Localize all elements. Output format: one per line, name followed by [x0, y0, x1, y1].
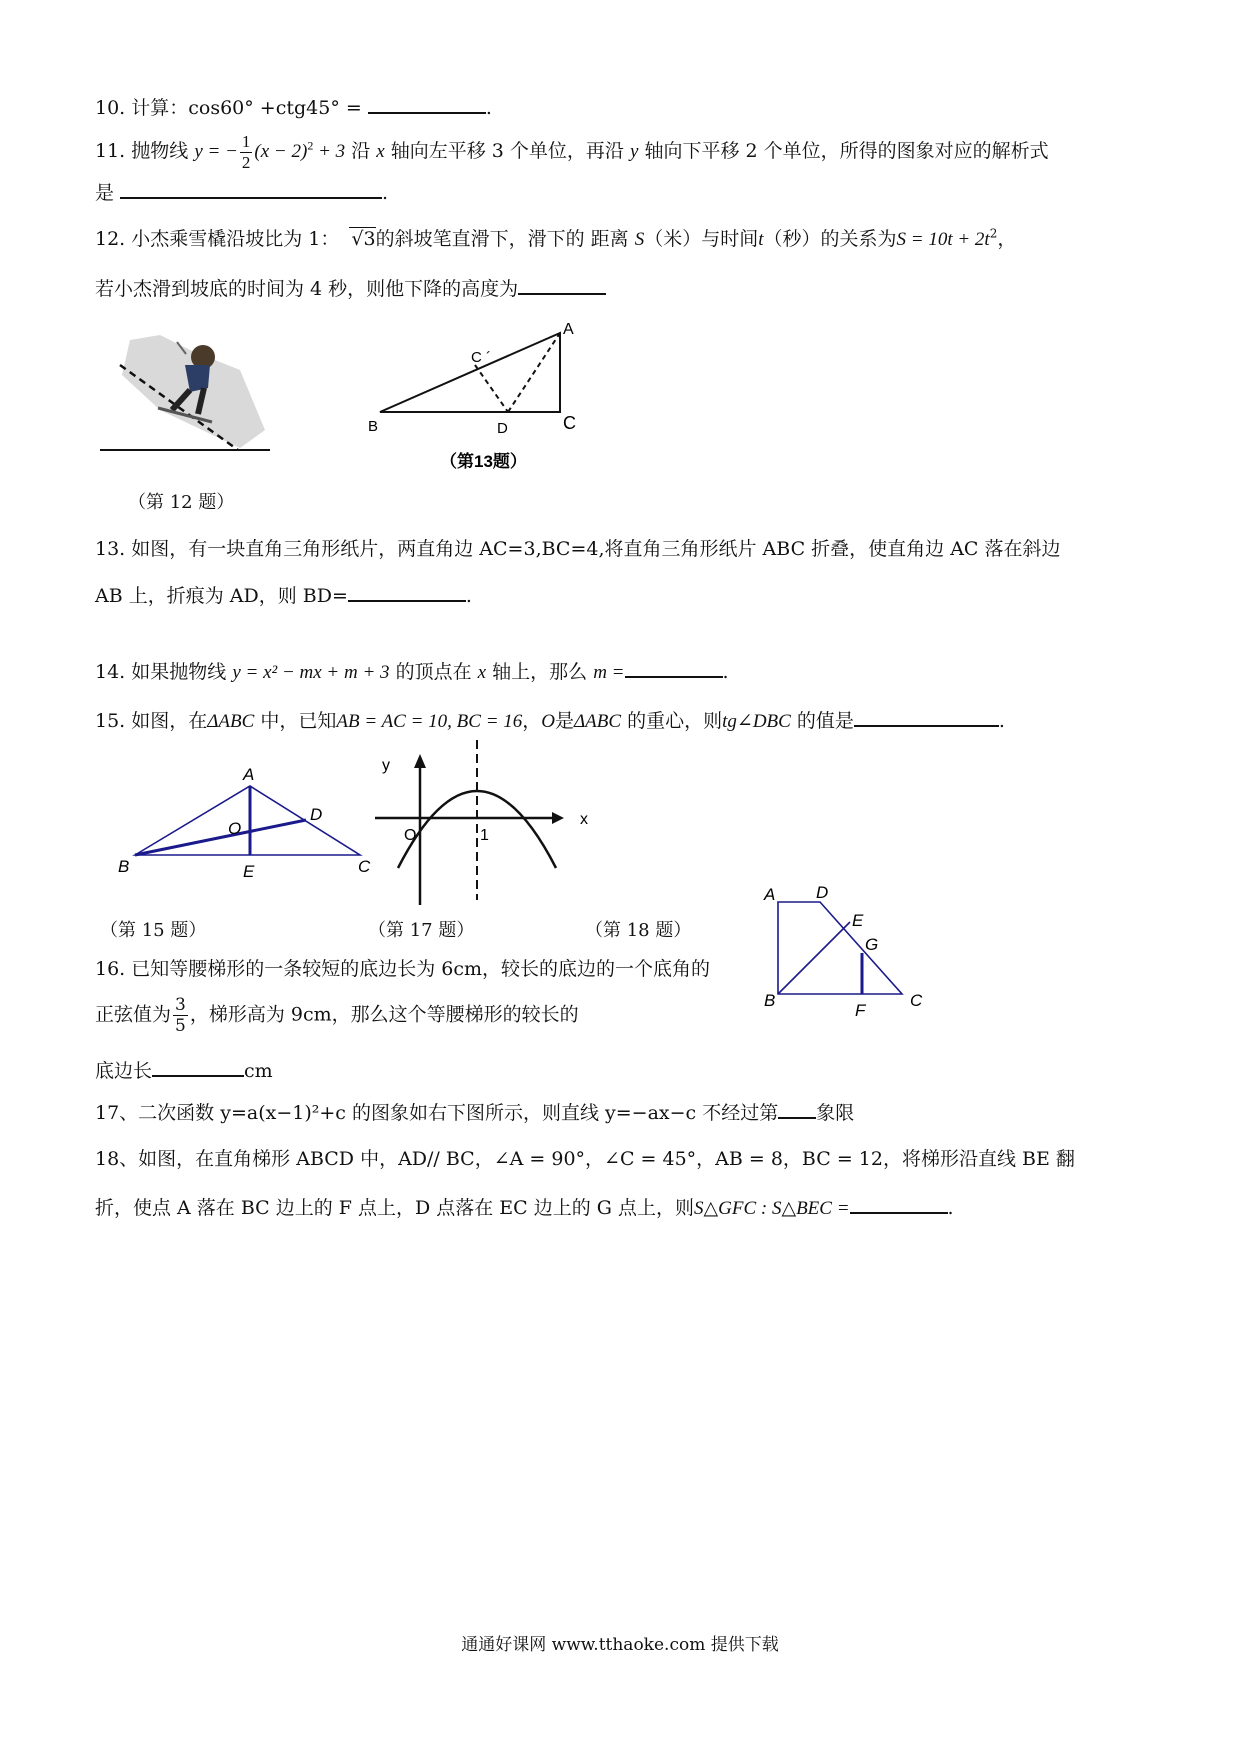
q12-prefix: 12. 小杰乘雪橇沿坡比为 1： [95, 228, 340, 250]
q15-prefix: 15. 如图，在 [95, 710, 208, 732]
q11-text: 轴向左平移 3 个单位，再沿 [390, 139, 624, 162]
fig12-caption: （第 12 题） [128, 492, 235, 513]
question-15 [95, 705, 1005, 733]
q17-text: 17、二次函数 y=a(x−1)²+c 的图象如右下图所示，则直线 y=−ax−c 不经过第 [95, 1102, 779, 1124]
q14-suffix: 轴上，那么 [492, 661, 588, 683]
q12-var-s: S [634, 229, 645, 250]
q16-fraction [173, 995, 188, 1036]
q12-unit2: （秒）的关系为 [763, 228, 897, 250]
q15-end: . [998, 710, 1005, 732]
q10-text: 10. 计算：cos60° +ctg45° = [95, 97, 362, 119]
fig18-caption: （第 18 题） [585, 920, 692, 941]
q12-answer-blank[interactable] [518, 273, 606, 295]
q13-line1: 13. 如图，有一块直角三角形纸片，两直角边 AC=3,BC=4,将直角三角形纸片 ABC 折叠，使直角边 AC 落在斜边 [95, 538, 1061, 560]
question-10 [95, 92, 492, 120]
fig18-label-e: E [852, 911, 864, 930]
fig18-trapezoid [760, 878, 950, 1028]
q14-answer-blank[interactable] [625, 656, 723, 678]
fig17-caption: （第 17 题） [368, 920, 475, 941]
q12-sqrt: √ 3 [351, 228, 376, 250]
fig18-label-a: A [764, 885, 776, 904]
q16-unit: cm [244, 1060, 273, 1082]
q11-prefix: 11. 抛物线 [95, 139, 189, 162]
fold-line-be [778, 922, 850, 994]
fig18-label-d: D [816, 883, 829, 902]
question-17 [95, 1097, 854, 1125]
q16-frac-den: 5 [175, 1016, 186, 1036]
q12-middle: 的斜坡笔直滑下，滑下的 距离 [375, 228, 629, 250]
median-bd [135, 820, 306, 855]
question-11-line2 [95, 177, 388, 205]
q15-var-o: O [541, 711, 556, 732]
fig17-label-o: O [404, 827, 417, 844]
question-18 [95, 1144, 1075, 1171]
triangle-abc [135, 786, 360, 855]
q15-triangle: ΔABC [207, 711, 255, 732]
fig18-label-f: F [855, 1001, 866, 1020]
fig15-label-d: D [310, 805, 323, 824]
q18-end: . [947, 1197, 954, 1219]
q15-suffix: 的值是 [796, 710, 854, 732]
fig18-label-g: G [865, 935, 879, 954]
question-18-line2 [95, 1192, 954, 1220]
q12-var-t: t [758, 229, 764, 250]
q12-unit1: （米）与时间 [644, 228, 759, 250]
q10-answer-blank[interactable] [368, 92, 486, 114]
q16-line2-suffix: ，梯形高为 9cm，那么这个等腰梯形的较长的 [189, 1003, 579, 1026]
question-16-line2 [95, 995, 579, 1036]
fig15-label-c: C [358, 857, 371, 876]
question-14 [95, 656, 729, 684]
q11-formula: y = − $\frac{1}{2}$ $(x - 2)^2 + 3$ [194, 132, 346, 172]
fig15-label-a: A [243, 765, 255, 784]
fig17-parabola-graph [360, 740, 620, 910]
fig15-label-b: B [118, 857, 130, 876]
q11-var-y: y [629, 140, 639, 162]
q11-answer-blank[interactable] [120, 177, 382, 199]
q18-answer-blank[interactable] [850, 1192, 948, 1214]
fig18-label-c: C [910, 991, 923, 1010]
q17-suffix: 象限 [816, 1102, 855, 1124]
q11-frac-num: 1 [241, 132, 251, 151]
q18-line1: 18、如图，在直角梯形 ABCD 中，AD// BC，∠A = 90°，∠C = 45°，AB = 8，BC = 12，将梯形沿直线 BE 翻 [95, 1148, 1075, 1170]
skier-illustration [100, 330, 280, 460]
question-16-line3 [95, 1055, 273, 1083]
q14-var-x: x [477, 662, 487, 683]
q14-equation: y = x² − mx + m + 3 [232, 662, 390, 683]
fig17-label-x: x [580, 811, 588, 828]
q14-middle: 的顶点在 [395, 661, 472, 683]
q11-text2: 轴向下平移 2 个单位，所得的图象对应的解析式 [644, 139, 1049, 162]
q15-triangle2: ΔABC [574, 711, 622, 732]
fig18-label-b: B [764, 991, 776, 1010]
fig15-triangle [110, 750, 380, 900]
q14-end: . [722, 661, 729, 683]
fig15-label-o: O [228, 819, 242, 838]
q11-var-x: x [376, 140, 385, 162]
fig13-label-c-prime: C ´ [471, 349, 491, 366]
fold-segment-cd [475, 365, 508, 412]
question-13 [95, 534, 1061, 561]
q14-prefix: 14. 如果抛物线 [95, 661, 227, 683]
q12-line2: 若小杰滑到坡底的时间为 4 秒，则他下降的高度为 [95, 278, 519, 300]
fig13-caption: （第13题） [440, 452, 527, 471]
question-11 [95, 132, 1049, 173]
q13-line2: AB 上，折痕为 AD，则 BD= [95, 585, 348, 607]
q14-var-m: m = [593, 662, 625, 683]
q15-tg-expression: tg∠DBC [722, 711, 791, 732]
q15-condition: AB = AC = 10, BC = 16 [336, 711, 523, 732]
q16-line3: 底边长 [95, 1060, 153, 1082]
q16-line2-prefix: 正弦值为 [95, 1003, 172, 1026]
q15-mid3: 是 [555, 710, 575, 732]
question-16 [95, 954, 710, 981]
q10-end: . [485, 97, 492, 119]
fig15-label-e: E [243, 862, 255, 881]
q18-line2: 折，使点 A 落在 BC 边上的 F 点上，D 点落在 EC 边上的 G 点上，则 [95, 1197, 695, 1219]
question-12: 12. 小杰乘雪橇沿坡比为 1： √ 3的斜坡笔直滑下，滑下的 距离 S（米）与时间t（秒）的关系为$S = 10t + 2t^2$， [95, 226, 1017, 250]
q15-mid2: ， [522, 710, 542, 732]
y-axis-arrow [414, 754, 426, 768]
fig13-label-d: D [497, 420, 508, 437]
q16-answer-blank[interactable] [152, 1055, 244, 1077]
question-12-line2 [95, 273, 606, 301]
q18-ratio-expression: S△GFC : S△BEC = [694, 1198, 850, 1219]
q12-sqrt-value: 3 [363, 228, 376, 250]
trapezoid-abcd [778, 902, 902, 994]
fig17-label-y: y [382, 757, 390, 774]
q13-end: . [465, 585, 472, 607]
fig17-label-1: 1 [480, 827, 489, 844]
q12-formula: S = 10t + 2t [896, 229, 990, 250]
q11-line2: 是 [95, 182, 115, 204]
x-axis-arrow [552, 812, 564, 824]
footer-source: 通通好课网 www.tthaoke.com 提供下载 [461, 1635, 779, 1655]
q13-answer-blank[interactable] [348, 580, 466, 602]
fig13-triangle [365, 315, 625, 485]
q11-end: . [382, 182, 389, 204]
fig13-label-c: C [563, 413, 576, 433]
q11-middle: 沿 [351, 139, 371, 162]
q15-mid4: 的重心，则 [627, 710, 723, 732]
q17-answer-blank[interactable] [778, 1097, 816, 1119]
q15-answer-blank[interactable] [854, 705, 999, 727]
fig13-label-b: B [368, 418, 379, 435]
q11-frac-den: 2 [241, 153, 251, 172]
q16-frac-num: 3 [175, 995, 186, 1015]
fig15-caption: （第 15 题） [100, 920, 207, 941]
fig13-label-a: A [563, 321, 574, 338]
q15-mid1: 中，已知 [260, 710, 337, 732]
q16-line1: 16. 已知等腰梯形的一条较短的底边长为 6cm，较长的底边的一个底角的 [95, 958, 711, 980]
question-13-line2 [95, 580, 472, 608]
